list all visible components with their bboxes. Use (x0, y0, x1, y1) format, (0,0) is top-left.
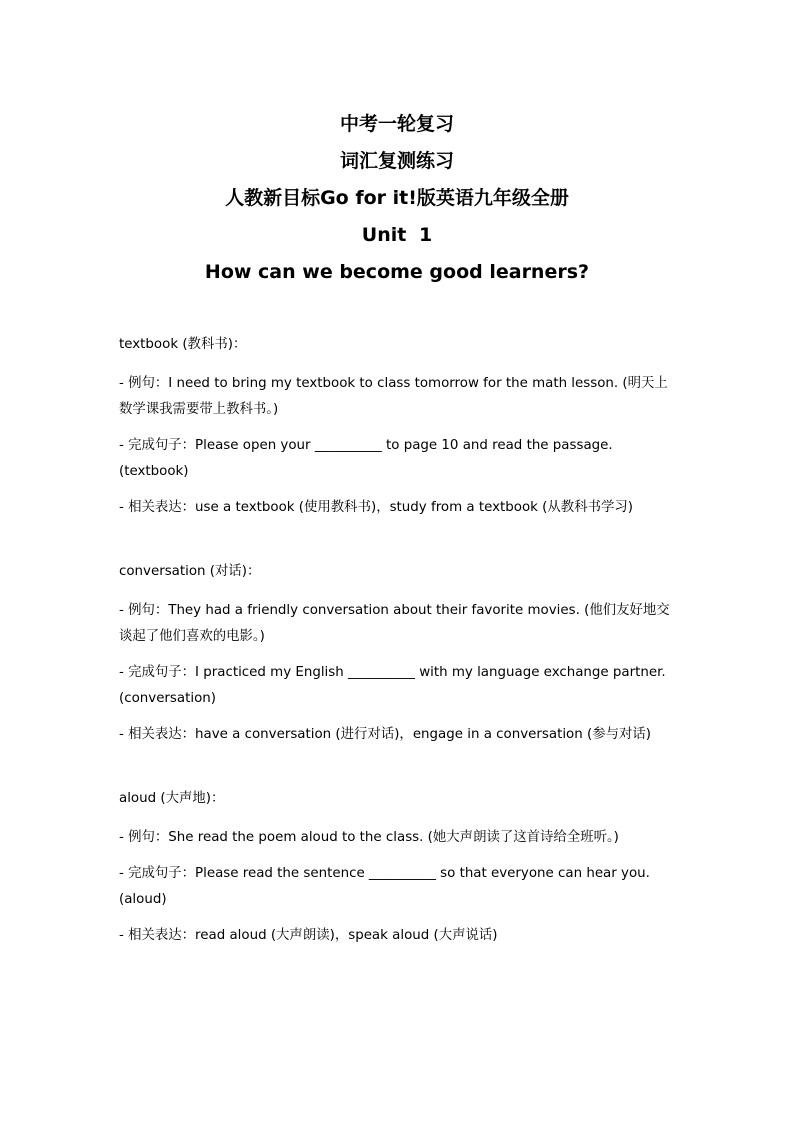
vocabulary-list (119, 334, 679, 989)
vocab-entry (119, 788, 679, 949)
example-sentence (119, 371, 679, 423)
related-label: - 相关表达： (119, 727, 196, 742)
complete-sentence (119, 433, 679, 485)
vocab-practice-title: 词汇复测练习 (339, 150, 454, 172)
complete-sentence (119, 660, 679, 712)
title-block (0, 106, 794, 291)
complete-label: - 完成句子： (119, 665, 196, 680)
vocab-word: textbook (教科书)： (119, 337, 247, 352)
related-expressions (119, 495, 679, 521)
related-label: - 相关表达： (119, 500, 196, 515)
unit-number: Unit 1 (361, 224, 433, 246)
complete-label: - 完成句子： (119, 866, 196, 881)
vocab-entry (119, 334, 679, 521)
related-expressions (119, 923, 679, 949)
complete-text: Please open your __________ to page 10 and read the passage. (textbook) (119, 438, 613, 479)
textbook-edition-title: 人教新目标Go for it!版英语九年级全册 (225, 187, 569, 209)
exam-review-title: 中考一轮复习 (339, 113, 454, 135)
unit-title: How can we become good learners? (204, 261, 590, 283)
related-text: have a conversation (进行对话)，engage in a conversation (参与对话) (195, 727, 651, 742)
complete-sentence (119, 861, 679, 913)
vocab-word: conversation (对话)： (119, 564, 261, 579)
complete-text: Please read the sentence __________ so that everyone can hear you. (aloud) (119, 866, 650, 907)
related-text: use a textbook (使用教科书)，study from a textbook (从教科书学习) (195, 500, 633, 515)
example-label: - 例句： (119, 376, 169, 391)
example-sentence (119, 825, 679, 851)
example-text: They had a friendly conversation about their favorite movies. (他们友好地交谈起了他们喜欢的电影。) (119, 603, 670, 644)
related-text: read aloud (大声朗读)，speak aloud (大声说话) (195, 928, 498, 943)
vocab-entry (119, 561, 679, 748)
related-label: - 相关表达： (119, 928, 196, 943)
vocab-word: aloud (大声地)： (119, 791, 225, 806)
example-text: She read the poem aloud to the class. (她大声朗读了这首诗给全班听。) (168, 830, 619, 845)
example-label: - 例句： (119, 830, 169, 845)
example-text: I need to bring my textbook to class tomorrow for the math lesson. (明天上数学课我需要带上教科书。) (119, 376, 668, 417)
complete-text: I practiced my English __________ with my language exchange partner. (conversation) (119, 665, 666, 706)
related-expressions (119, 722, 679, 748)
example-label: - 例句： (119, 603, 169, 618)
example-sentence (119, 598, 679, 650)
complete-label: - 完成句子： (119, 438, 196, 453)
